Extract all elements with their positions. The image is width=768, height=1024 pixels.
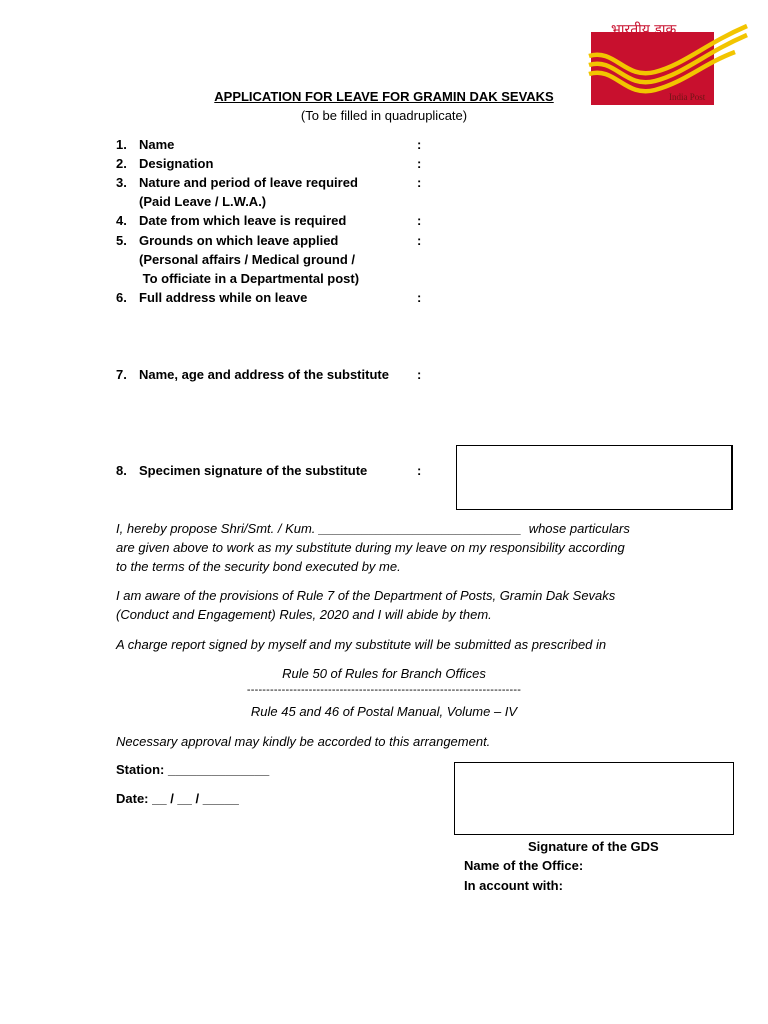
rule-divider: ----------------------------------------------------------------------- bbox=[246, 684, 522, 696]
field-colon: : bbox=[417, 233, 422, 248]
field-number: 1. bbox=[116, 137, 127, 152]
field-number: 5. bbox=[116, 233, 127, 248]
charge-report-line: A charge report signed by myself and my substitute will be submitted as prescribed in bbox=[116, 637, 607, 652]
field-label-leave-nature: Nature and period of leave required bbox=[139, 175, 358, 190]
page-subtitle: (To be filled in quadruplicate) bbox=[300, 108, 468, 123]
approval-line: Necessary approval may kindly be accorded to this arrangement. bbox=[116, 734, 491, 749]
logo-english-text: India Post bbox=[669, 92, 706, 102]
field-colon: : bbox=[417, 290, 422, 305]
gds-signature-label: Signature of the GDS bbox=[528, 839, 659, 854]
page-title: APPLICATION FOR LEAVE FOR GRAMIN DAK SEVAKS bbox=[214, 89, 554, 104]
field-number: 3. bbox=[116, 175, 127, 190]
account-label: In account with: bbox=[464, 878, 563, 893]
field-number: 7. bbox=[116, 367, 127, 382]
declaration-line: are given above to work as my substitute during my leave on my responsibility according bbox=[116, 540, 625, 555]
field-colon: : bbox=[417, 137, 422, 152]
declaration-line: I, hereby propose Shri/Smt. / Kum. ____________________________ whose particulars bbox=[116, 521, 630, 536]
substitute-signature-box[interactable] bbox=[456, 445, 733, 510]
field-label-specimen-signature: Specimen signature of the substitute bbox=[139, 463, 368, 478]
gds-signature-box[interactable] bbox=[454, 762, 734, 835]
field-label-substitute: Name, age and address of the substitute bbox=[139, 367, 389, 382]
date-field[interactable]: Date: __ / __ / _____ bbox=[116, 791, 239, 806]
field-label-name: Name bbox=[139, 137, 175, 152]
field-colon: : bbox=[417, 463, 422, 478]
field-number: 6. bbox=[116, 290, 127, 305]
field-label-grounds-sub1: (Personal affairs / Medical ground / bbox=[139, 252, 355, 267]
declaration-line: to the terms of the security bond executed by me. bbox=[116, 559, 401, 574]
field-colon: : bbox=[417, 213, 422, 228]
office-name-label: Name of the Office: bbox=[464, 858, 584, 873]
rule-postal-manual: Rule 45 and 46 of Postal Manual, Volume – IV bbox=[250, 704, 518, 719]
field-label-address: Full address while on leave bbox=[139, 290, 308, 305]
awareness-line: (Conduct and Engagement) Rules, 2020 and I will abide by them. bbox=[116, 607, 492, 622]
field-label-designation: Designation bbox=[139, 156, 214, 171]
field-colon: : bbox=[417, 367, 422, 382]
field-label-grounds: Grounds on which leave applied bbox=[139, 233, 339, 248]
field-number: 8. bbox=[116, 463, 127, 478]
rule-branch-offices: Rule 50 of Rules for Branch Offices bbox=[282, 666, 486, 681]
station-field[interactable]: Station: ______________ bbox=[116, 762, 270, 777]
awareness-line: I am aware of the provisions of Rule 7 of the Department of Posts, Gramin Dak Sevaks bbox=[116, 588, 616, 603]
field-number: 2. bbox=[116, 156, 127, 171]
field-colon: : bbox=[417, 156, 422, 171]
field-label-leave-nature-sub: (Paid Leave / L.W.A.) bbox=[139, 194, 267, 209]
field-number: 4. bbox=[116, 213, 127, 228]
field-label-leave-date: Date from which leave is required bbox=[139, 213, 347, 228]
field-colon: : bbox=[417, 175, 422, 190]
field-label-grounds-sub2: To officiate in a Departmental post) bbox=[139, 271, 360, 286]
logo-hindi-text: भारतीय डाक bbox=[611, 22, 677, 38]
